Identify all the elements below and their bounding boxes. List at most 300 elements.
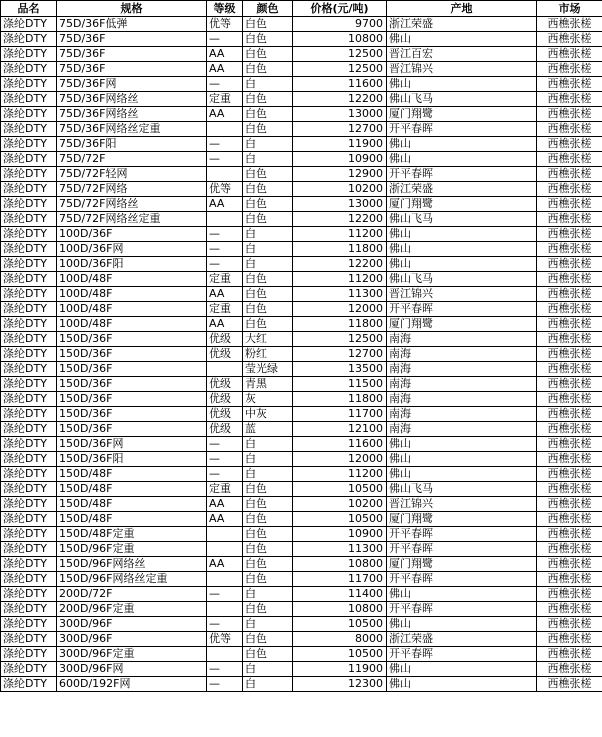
price-cell: 10500 [293, 482, 387, 497]
origin-cell: 开平春晖 [387, 647, 537, 662]
grade-cell [207, 362, 243, 377]
market-cell: 西樵张槎 [537, 332, 602, 347]
price-cell: 12000 [293, 302, 387, 317]
market-cell: 西樵张槎 [537, 257, 602, 272]
table-row [1, 512, 602, 527]
price-cell: 11800 [293, 392, 387, 407]
grade-cell: AA [207, 62, 243, 77]
header-grade: 等级 [207, 1, 243, 17]
table-row [1, 332, 602, 347]
origin-cell: 晋江锦兴 [387, 62, 537, 77]
grade-cell: AA [207, 512, 243, 527]
market-cell: 西樵张槎 [537, 512, 602, 527]
origin-cell: 南海 [387, 347, 537, 362]
price-cell: 9700 [293, 17, 387, 32]
grade-cell: 优等 [207, 182, 243, 197]
header-row [1, 1, 602, 17]
product-name-cell: 涤纶DTY [1, 272, 57, 287]
market-cell: 西樵张槎 [537, 482, 602, 497]
color-cell: 白 [243, 677, 293, 692]
table-row [1, 77, 602, 92]
color-cell: 白色 [243, 602, 293, 617]
product-name-cell: 涤纶DTY [1, 62, 57, 77]
spec-cell: 200D/72F [57, 587, 207, 602]
product-name-cell: 涤纶DTY [1, 422, 57, 437]
product-name-cell: 涤纶DTY [1, 317, 57, 332]
spec-cell: 75D/36F网络丝 [57, 107, 207, 122]
origin-cell: 厦门翔鹭 [387, 197, 537, 212]
price-cell: 11700 [293, 572, 387, 587]
origin-cell: 佛山 [387, 662, 537, 677]
table-row [1, 617, 602, 632]
table-row [1, 197, 602, 212]
origin-cell: 佛山 [387, 617, 537, 632]
grade-cell: 定重 [207, 302, 243, 317]
color-cell: 青黑 [243, 377, 293, 392]
market-cell: 西樵张槎 [537, 557, 602, 572]
grade-cell [207, 572, 243, 587]
table-row [1, 647, 602, 662]
color-cell: 白 [243, 227, 293, 242]
market-cell: 西樵张槎 [537, 137, 602, 152]
table-row [1, 32, 602, 47]
price-cell: 12200 [293, 257, 387, 272]
color-cell: 大红 [243, 332, 293, 347]
grade-cell: 优级 [207, 422, 243, 437]
table-row [1, 212, 602, 227]
origin-cell: 南海 [387, 422, 537, 437]
origin-cell: 开平春晖 [387, 542, 537, 557]
price-cell: 11700 [293, 407, 387, 422]
product-name-cell: 涤纶DTY [1, 212, 57, 227]
market-cell: 西樵张槎 [537, 422, 602, 437]
table-row [1, 317, 602, 332]
spec-cell: 100D/36F阳 [57, 257, 207, 272]
spec-cell: 75D/72F网络 [57, 182, 207, 197]
color-cell: 白色 [243, 182, 293, 197]
origin-cell: 开平春晖 [387, 302, 537, 317]
color-cell: 白色 [243, 302, 293, 317]
origin-cell: 佛山 [387, 677, 537, 692]
spec-cell: 150D/36F [57, 422, 207, 437]
grade-cell: — [207, 152, 243, 167]
spec-cell: 75D/36F [57, 62, 207, 77]
grade-cell: — [207, 587, 243, 602]
spec-cell: 150D/96F网络丝 [57, 557, 207, 572]
table-row [1, 662, 602, 677]
price-cell: 11800 [293, 317, 387, 332]
price-cell: 11800 [293, 242, 387, 257]
product-name-cell: 涤纶DTY [1, 332, 57, 347]
grade-cell: AA [207, 497, 243, 512]
market-cell: 西樵张槎 [537, 347, 602, 362]
price-cell: 12000 [293, 452, 387, 467]
product-name-cell: 涤纶DTY [1, 182, 57, 197]
color-cell: 白 [243, 437, 293, 452]
table-row [1, 527, 602, 542]
product-name-cell: 涤纶DTY [1, 17, 57, 32]
market-cell: 西樵张槎 [537, 47, 602, 62]
header-product-name: 品名 [1, 1, 57, 17]
market-cell: 西樵张槎 [537, 197, 602, 212]
price-cell: 13000 [293, 107, 387, 122]
price-cell: 8000 [293, 632, 387, 647]
origin-cell: 佛山 [387, 242, 537, 257]
color-cell: 白色 [243, 32, 293, 47]
color-cell: 白色 [243, 512, 293, 527]
product-name-cell: 涤纶DTY [1, 512, 57, 527]
market-cell: 西樵张槎 [537, 167, 602, 182]
origin-cell: 厦门翔鹭 [387, 107, 537, 122]
origin-cell: 佛山 [387, 257, 537, 272]
market-cell: 西樵张槎 [537, 377, 602, 392]
product-name-cell: 涤纶DTY [1, 497, 57, 512]
table-row [1, 17, 602, 32]
price-cell: 10500 [293, 512, 387, 527]
market-cell: 西樵张槎 [537, 107, 602, 122]
price-cell: 10800 [293, 557, 387, 572]
color-cell: 白色 [243, 317, 293, 332]
price-cell: 12500 [293, 62, 387, 77]
table-header [1, 1, 602, 17]
product-name-cell: 涤纶DTY [1, 632, 57, 647]
origin-cell: 佛山飞马 [387, 212, 537, 227]
price-cell: 11300 [293, 287, 387, 302]
grade-cell: 优级 [207, 347, 243, 362]
table-row [1, 677, 602, 692]
origin-cell: 南海 [387, 377, 537, 392]
color-cell: 粉红 [243, 347, 293, 362]
grade-cell: 优等 [207, 632, 243, 647]
color-cell: 灰 [243, 392, 293, 407]
table-row [1, 62, 602, 77]
origin-cell: 晋江百宏 [387, 47, 537, 62]
origin-cell: 佛山 [387, 137, 537, 152]
product-name-cell: 涤纶DTY [1, 392, 57, 407]
market-cell: 西樵张槎 [537, 602, 602, 617]
product-name-cell: 涤纶DTY [1, 242, 57, 257]
table-row [1, 92, 602, 107]
color-cell: 白色 [243, 542, 293, 557]
color-cell: 白色 [243, 272, 293, 287]
grade-cell: — [207, 452, 243, 467]
market-cell: 西樵张槎 [537, 362, 602, 377]
price-cell: 11200 [293, 227, 387, 242]
origin-cell: 佛山 [387, 32, 537, 47]
origin-cell: 开平春晖 [387, 602, 537, 617]
price-cell: 12500 [293, 47, 387, 62]
market-cell: 西樵张槎 [537, 467, 602, 482]
table-row [1, 467, 602, 482]
table-row [1, 302, 602, 317]
price-cell: 11600 [293, 77, 387, 92]
product-name-cell: 涤纶DTY [1, 482, 57, 497]
table-row [1, 137, 602, 152]
product-name-cell: 涤纶DTY [1, 362, 57, 377]
product-name-cell: 涤纶DTY [1, 287, 57, 302]
product-name-cell: 涤纶DTY [1, 602, 57, 617]
price-cell: 11900 [293, 137, 387, 152]
spec-cell: 150D/48F [57, 512, 207, 527]
table-row [1, 497, 602, 512]
price-cell: 13000 [293, 197, 387, 212]
table-row [1, 632, 602, 647]
market-cell: 西樵张槎 [537, 677, 602, 692]
market-cell: 西樵张槎 [537, 227, 602, 242]
product-name-cell: 涤纶DTY [1, 587, 57, 602]
price-cell: 11900 [293, 662, 387, 677]
spec-cell: 300D/96F [57, 617, 207, 632]
color-cell: 白色 [243, 47, 293, 62]
color-cell: 白色 [243, 92, 293, 107]
origin-cell: 开平春晖 [387, 167, 537, 182]
color-cell: 白 [243, 257, 293, 272]
product-name-cell: 涤纶DTY [1, 92, 57, 107]
spec-cell: 100D/36F [57, 227, 207, 242]
grade-cell: 定重 [207, 272, 243, 287]
grade-cell: — [207, 137, 243, 152]
price-cell: 10900 [293, 152, 387, 167]
color-cell: 白色 [243, 482, 293, 497]
market-cell: 西樵张槎 [537, 497, 602, 512]
market-cell: 西樵张槎 [537, 287, 602, 302]
market-cell: 西樵张槎 [537, 272, 602, 287]
table-row [1, 587, 602, 602]
spec-cell: 75D/72F [57, 152, 207, 167]
table-row [1, 182, 602, 197]
spec-cell: 300D/96F [57, 632, 207, 647]
spec-cell: 100D/48F [57, 302, 207, 317]
spec-cell: 150D/96F定重 [57, 542, 207, 557]
product-name-cell: 涤纶DTY [1, 77, 57, 92]
price-cell: 12200 [293, 92, 387, 107]
grade-cell: 优级 [207, 407, 243, 422]
color-cell: 白色 [243, 122, 293, 137]
spec-cell: 75D/72F网络丝定重 [57, 212, 207, 227]
grade-cell: 定重 [207, 92, 243, 107]
spec-cell: 75D/36F网 [57, 77, 207, 92]
spec-cell: 150D/36F阳 [57, 452, 207, 467]
table-row [1, 452, 602, 467]
origin-cell: 南海 [387, 407, 537, 422]
origin-cell: 佛山 [387, 437, 537, 452]
spec-cell: 100D/48F [57, 287, 207, 302]
product-name-cell: 涤纶DTY [1, 137, 57, 152]
color-cell: 白色 [243, 17, 293, 32]
market-cell: 西樵张槎 [537, 77, 602, 92]
product-name-cell: 涤纶DTY [1, 107, 57, 122]
color-cell: 中灰 [243, 407, 293, 422]
table-row [1, 347, 602, 362]
table-row [1, 557, 602, 572]
product-name-cell: 涤纶DTY [1, 662, 57, 677]
origin-cell: 浙江荣盛 [387, 17, 537, 32]
header-color: 颜色 [243, 1, 293, 17]
market-cell: 西樵张槎 [537, 437, 602, 452]
market-cell: 西樵张槎 [537, 122, 602, 137]
market-cell: 西樵张槎 [537, 242, 602, 257]
price-cell: 12900 [293, 167, 387, 182]
origin-cell: 佛山飞马 [387, 482, 537, 497]
origin-cell: 开平春晖 [387, 572, 537, 587]
origin-cell: 厦门翔鹭 [387, 557, 537, 572]
grade-cell [207, 212, 243, 227]
grade-cell: — [207, 77, 243, 92]
price-cell: 10500 [293, 617, 387, 632]
spec-cell: 100D/48F [57, 317, 207, 332]
market-cell: 西樵张槎 [537, 152, 602, 167]
color-cell: 白色 [243, 557, 293, 572]
price-cell: 10800 [293, 32, 387, 47]
header-market: 市场 [537, 1, 602, 17]
origin-cell: 佛山 [387, 467, 537, 482]
color-cell: 白色 [243, 632, 293, 647]
product-name-cell: 涤纶DTY [1, 647, 57, 662]
origin-cell: 佛山 [387, 227, 537, 242]
color-cell: 白 [243, 587, 293, 602]
color-cell: 白 [243, 137, 293, 152]
spec-cell: 150D/36F [57, 347, 207, 362]
product-name-cell: 涤纶DTY [1, 617, 57, 632]
grade-cell: 优级 [207, 392, 243, 407]
color-cell: 白色 [243, 527, 293, 542]
spec-cell: 150D/36F网 [57, 437, 207, 452]
market-cell: 西樵张槎 [537, 392, 602, 407]
price-cell: 11400 [293, 587, 387, 602]
market-cell: 西樵张槎 [537, 407, 602, 422]
origin-cell: 佛山 [387, 587, 537, 602]
product-name-cell: 涤纶DTY [1, 542, 57, 557]
spec-cell: 75D/72F轻网 [57, 167, 207, 182]
product-name-cell: 涤纶DTY [1, 167, 57, 182]
product-name-cell: 涤纶DTY [1, 677, 57, 692]
grade-cell: — [207, 662, 243, 677]
price-cell: 11200 [293, 272, 387, 287]
grade-cell: 优级 [207, 332, 243, 347]
spec-cell: 600D/192F网 [57, 677, 207, 692]
market-cell: 西樵张槎 [537, 32, 602, 47]
spec-cell: 75D/36F [57, 47, 207, 62]
spec-cell: 75D/36F低弹 [57, 17, 207, 32]
table-row [1, 272, 602, 287]
table-row [1, 422, 602, 437]
color-cell: 莹光绿 [243, 362, 293, 377]
table-row [1, 287, 602, 302]
market-cell: 西樵张槎 [537, 317, 602, 332]
product-name-cell: 涤纶DTY [1, 32, 57, 47]
color-cell: 白 [243, 662, 293, 677]
spec-cell: 300D/96F网 [57, 662, 207, 677]
spec-cell: 150D/48F [57, 467, 207, 482]
grade-cell [207, 167, 243, 182]
price-cell: 11300 [293, 542, 387, 557]
table-row [1, 602, 602, 617]
price-cell: 12700 [293, 122, 387, 137]
color-cell: 白色 [243, 197, 293, 212]
grade-cell [207, 527, 243, 542]
table-row [1, 227, 602, 242]
color-cell: 白色 [243, 107, 293, 122]
grade-cell: — [207, 227, 243, 242]
grade-cell: — [207, 32, 243, 47]
price-cell: 10200 [293, 182, 387, 197]
price-cell: 10500 [293, 647, 387, 662]
price-cell: 11200 [293, 467, 387, 482]
market-cell: 西樵张槎 [537, 662, 602, 677]
spec-cell: 150D/36F [57, 362, 207, 377]
header-spec: 规格 [57, 1, 207, 17]
table-row [1, 122, 602, 137]
table-row [1, 47, 602, 62]
grade-cell: AA [207, 197, 243, 212]
origin-cell: 晋江锦兴 [387, 497, 537, 512]
origin-cell: 浙江荣盛 [387, 632, 537, 647]
grade-cell [207, 122, 243, 137]
market-cell: 西樵张槎 [537, 542, 602, 557]
color-cell: 白色 [243, 647, 293, 662]
product-name-cell: 涤纶DTY [1, 452, 57, 467]
table-row [1, 572, 602, 587]
spec-cell: 150D/48F定重 [57, 527, 207, 542]
header-origin: 产地 [387, 1, 537, 17]
table-row [1, 542, 602, 557]
color-cell: 白色 [243, 287, 293, 302]
grade-cell: 定重 [207, 482, 243, 497]
product-name-cell: 涤纶DTY [1, 527, 57, 542]
origin-cell: 厦门翔鹭 [387, 512, 537, 527]
market-cell: 西樵张槎 [537, 632, 602, 647]
table-row [1, 152, 602, 167]
origin-cell: 南海 [387, 332, 537, 347]
product-name-cell: 涤纶DTY [1, 302, 57, 317]
grade-cell: AA [207, 557, 243, 572]
market-cell: 西樵张槎 [537, 647, 602, 662]
grade-cell: AA [207, 317, 243, 332]
spec-cell: 75D/36F阳 [57, 137, 207, 152]
grade-cell: — [207, 617, 243, 632]
spec-cell: 150D/36F [57, 332, 207, 347]
color-cell: 白 [243, 467, 293, 482]
grade-cell: AA [207, 287, 243, 302]
spec-cell: 75D/72F网络丝 [57, 197, 207, 212]
market-cell: 西樵张槎 [537, 302, 602, 317]
grade-cell [207, 602, 243, 617]
spec-cell: 75D/36F网络丝定重 [57, 122, 207, 137]
grade-cell: — [207, 467, 243, 482]
product-name-cell: 涤纶DTY [1, 467, 57, 482]
market-cell: 西樵张槎 [537, 62, 602, 77]
price-cell: 12200 [293, 212, 387, 227]
spec-cell: 150D/36F [57, 377, 207, 392]
grade-cell: 优等 [207, 17, 243, 32]
origin-cell: 佛山飞马 [387, 272, 537, 287]
color-cell: 白 [243, 242, 293, 257]
table-body [1, 17, 602, 692]
spec-cell: 100D/48F [57, 272, 207, 287]
color-cell: 白 [243, 77, 293, 92]
grade-cell: — [207, 437, 243, 452]
product-name-cell: 涤纶DTY [1, 347, 57, 362]
origin-cell: 佛山 [387, 152, 537, 167]
price-cell: 12700 [293, 347, 387, 362]
color-cell: 白 [243, 617, 293, 632]
spec-cell: 150D/96F网络丝定重 [57, 572, 207, 587]
price-cell: 11500 [293, 377, 387, 392]
product-name-cell: 涤纶DTY [1, 572, 57, 587]
origin-cell: 佛山飞马 [387, 92, 537, 107]
spec-cell: 150D/36F [57, 392, 207, 407]
color-cell: 白 [243, 152, 293, 167]
